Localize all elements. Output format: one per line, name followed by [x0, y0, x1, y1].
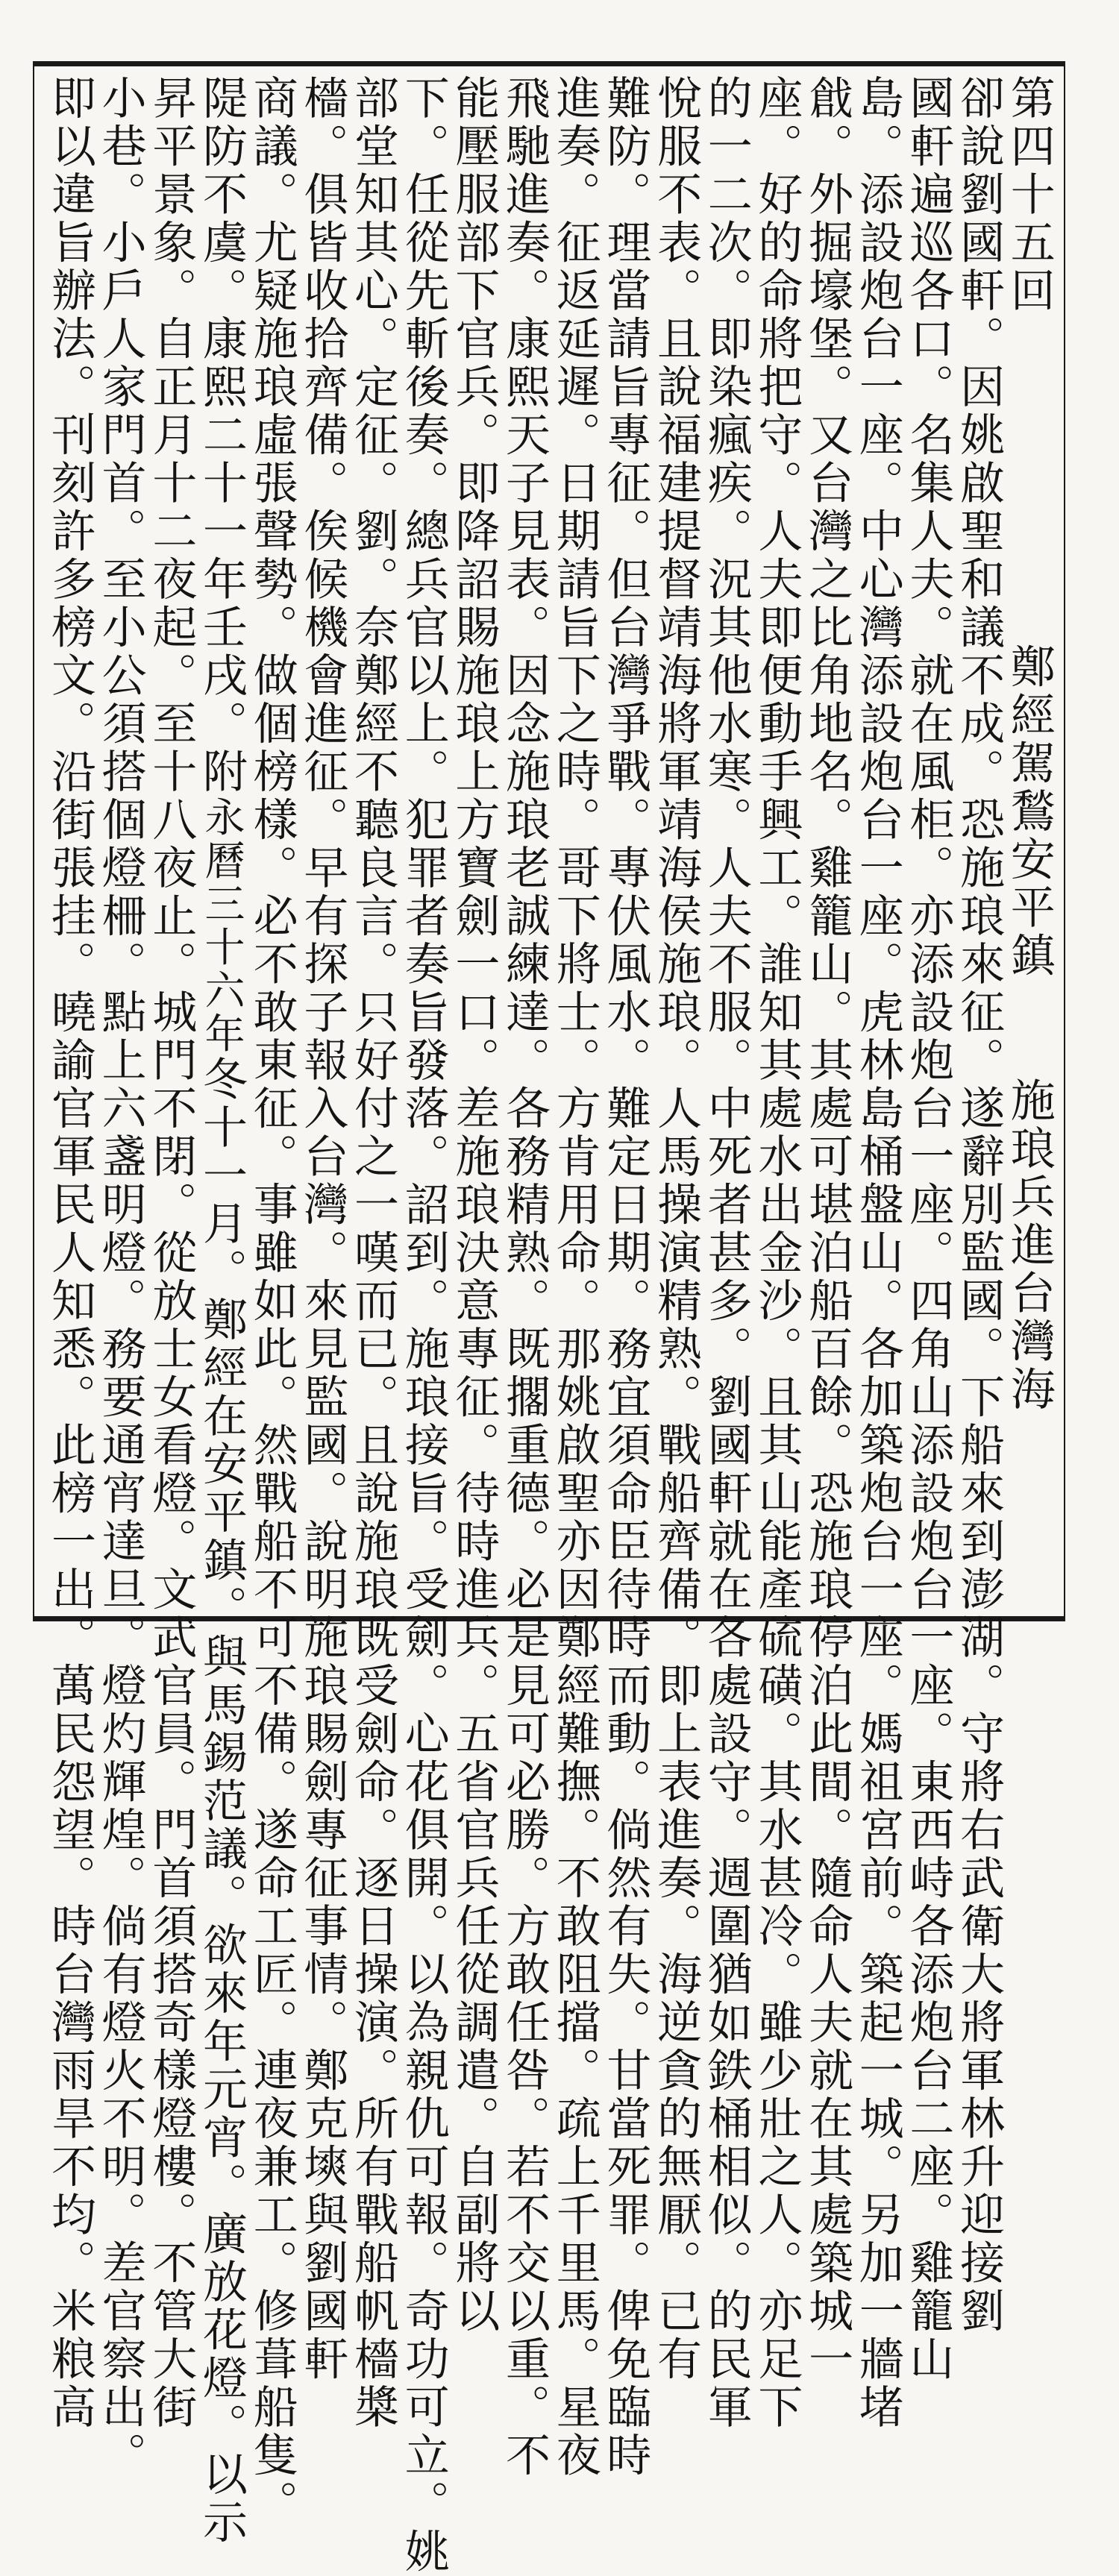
- text-column-3: 島。添設炮台一座。中心灣添設炮台一座。虎林島桶盤山。各加築炮台一座。媽祖宮前。築起一城。另加一牆堵: [851, 75, 904, 2432]
- text-column-2: 國軒遍巡各口。名集人夫。就在風柜。亦添設炮台一座。四角山添設炮台一座。東西峙各添炮台二座。雞籠山: [902, 75, 955, 2384]
- text-columns: [44, 75, 1056, 2576]
- text-column-9: 進奏。征返延遲。日期請旨下之時。哥下將士。方肯用命。那姚啟聖亦因鄭經難撫。不敢阻擋。疏上千里馬。星夜: [548, 75, 601, 2480]
- text-column-19: 即以違旨辦法。刊刻許多榜文。沿街張挂。曉諭官軍民人知悉。此榜一出。萬民怨望。時台灣雨旱不均。米粮高: [44, 75, 96, 2432]
- text-column-5: 座。好的命將把守。人夫即便動手興工。誰知其處水出金沙。且其山能產硫磺。其水甚冷。雖少壯之人。亦足下: [750, 75, 803, 2432]
- chapter-title-lower: 施琅兵進台灣海: [1003, 1077, 1056, 1414]
- text-column-15: 商議。尤疑施琅虛張聲勢。做個榜樣。必不敢東征。事雖如此。然戰船不可不備。遂命工匠。連夜兼工。修葺船隻。: [245, 75, 298, 2528]
- text-column-7: 悅服不表。且說福建提督靖海將軍靖海侯施琅。人馬操演精熟。戰船齊備。即上表進奏。海逆貪的無厭。已有: [650, 75, 703, 2384]
- chapter-heading-column: [1003, 75, 1056, 1611]
- text-column-13: 部堂知其心。定征。劉。奈鄭經不聽良言。只好付之一嘆而已。且說施琅既受劍命。逐日操演。所有戰船帆檣槳: [347, 75, 400, 2432]
- interlinear-note: 永曆三十六年: [198, 796, 246, 1056]
- text-column-6: 的一二次。即染瘋疾。況其他水寒。人夫不服。中死者甚多。劉國軒就在各處設守。週圍猶如鉄桶相似。的民軍: [700, 75, 753, 2432]
- chapter-title-upper: 鄭經駕鶖安平鎮: [1003, 643, 1056, 980]
- text-column-8: 難防。理當請旨專征。但台灣爭戰。專伏風水。難定日期。務宜須命臣待時而動。倘然有失。甘當死罪。俾免臨時: [599, 75, 652, 2480]
- text-column-16: [195, 75, 248, 2547]
- text-column-10: 飛馳進奏。康熙天子見表。因念施琅老誠練達。各務精熟。既擱重德。必是見可必勝。方敢任咎。若不交以重。不: [498, 75, 551, 2480]
- text-column-17: 昇平景象。自正月十二夜起。至十八夜止。城門不閉。從放士女看燈。文武官員。門首須搭奇樣燈樓。不管大街: [145, 75, 198, 2432]
- text-column-4: 戧。外掘壕堡。又台灣之比角地名。雞籠山。其處可堪泊船百餘。恐施琅停泊此間。隨命人夫就在其處築城一: [801, 75, 854, 2384]
- text-column-11: 能壓服部下官兵。即降詔賜施琅上方寶劍一口。差施琅決意專征。待時進兵。五省官兵任從調遣。自副將以: [448, 75, 501, 2336]
- text-column-12: 下。任從先斬後奏。總兵官以上。犯罪者奏旨發落。詔到。施琅接旨。受劍。心花俱開。以為親仇可報。奇功可立。姚: [397, 75, 450, 2576]
- text-column-1: 卻說劉國軒。因姚啟聖和議不成。恐施琅來征。遂辭別監國。下船來到澎湖。守將右武衛大將軍林升迎接劉: [953, 75, 1006, 2336]
- text-column-18: 小巷。小戶人家門首。至小公須搭個燈柵。點上六盞明燈。務要通宵達旦。燈灼輝煌。倘有燈火不明。差官察出。: [94, 75, 147, 2480]
- chapter-number: 第四十五回: [1003, 75, 1056, 315]
- text-column-14: 檣。俱皆收拾齊備。俟候機會進征。早有探子報入台灣。來見監國。說明施琅賜劍專征事情。鄭克塽與劉國軒: [296, 75, 349, 2384]
- column-16-rest: 冬十一月。鄭經在安平鎮。與馬錫范議。欲來年元宵。廣放花燈。以示: [195, 1055, 248, 2547]
- column-16-text: 隄防不虞。康熙二十一年壬戌。附: [195, 75, 248, 797]
